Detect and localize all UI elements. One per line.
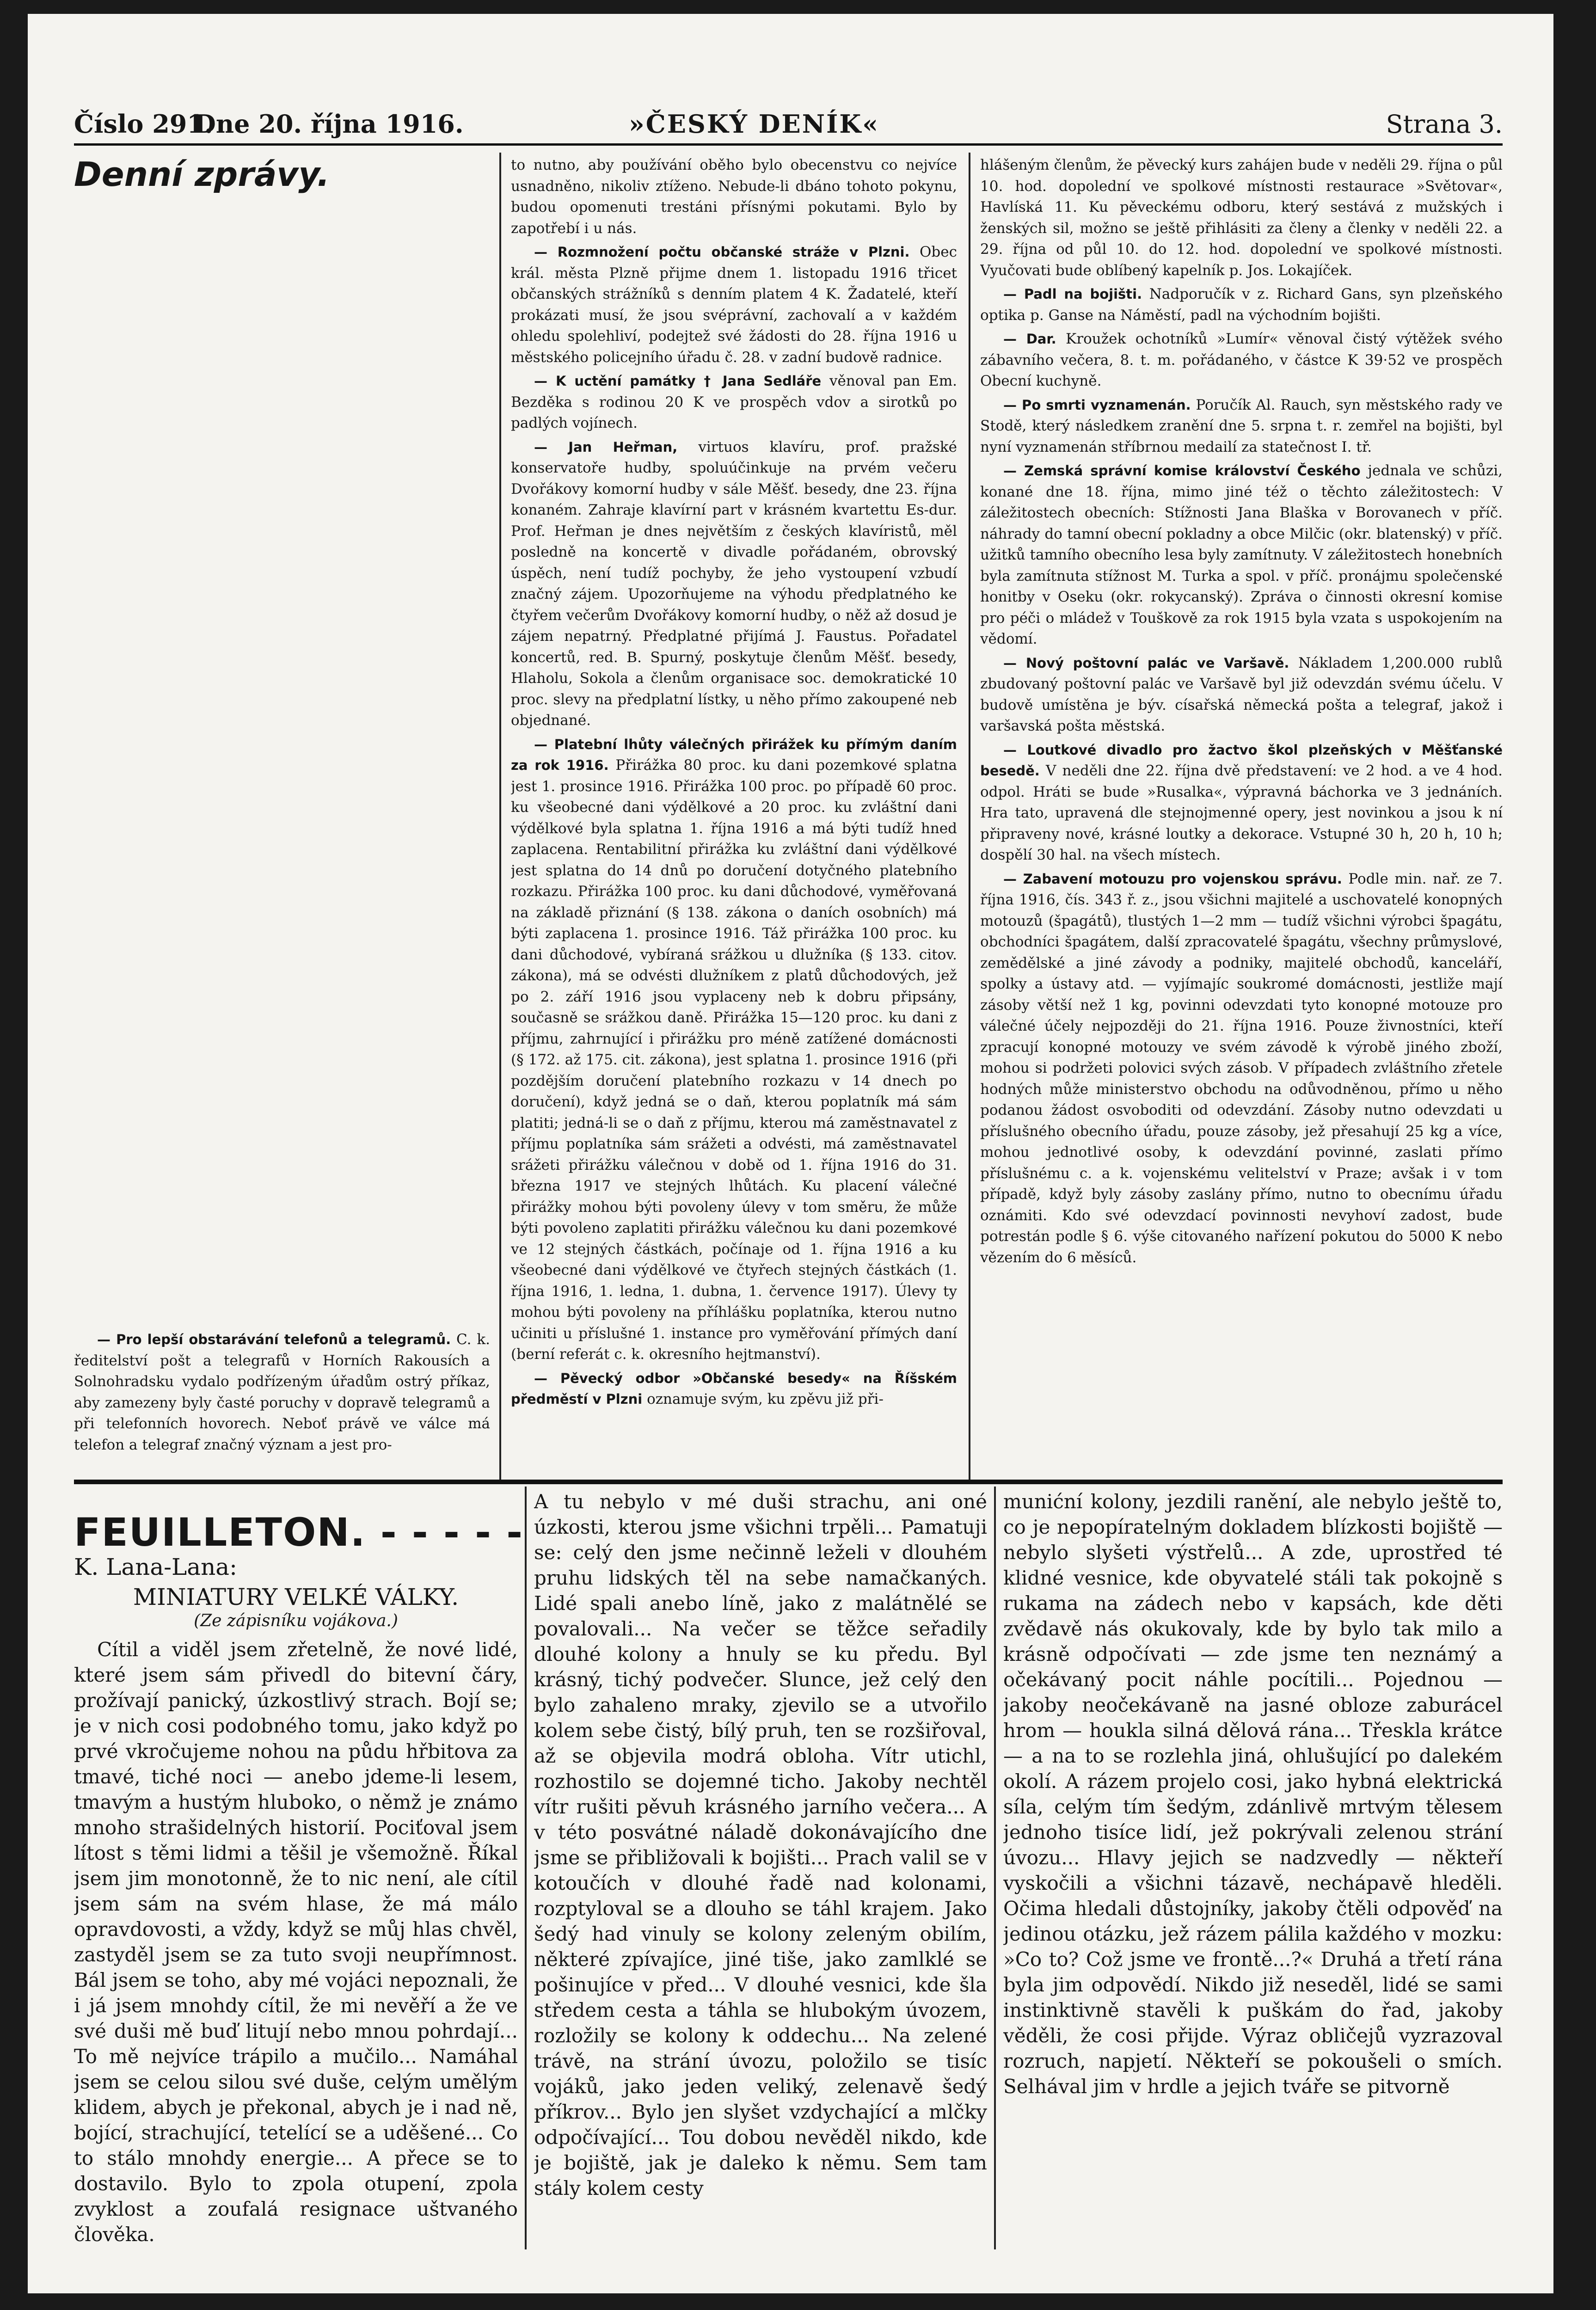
article-head: — Rozmnožení počtu občanské stráže v Plzni. xyxy=(534,244,910,260)
article-body: oznamuje svým, ku zpěvu již při- xyxy=(647,1391,884,1407)
article-head: — Jan Heřman, xyxy=(534,439,678,455)
column-rule xyxy=(994,1487,996,2249)
article-body: Podle min. nař. ze 7. října 1916, čís. 343 ř. z., jsou všichni majitelé a uschovatelé konopných motouzů (špagátů), tlustých 1—2 mm — tudíž všichni výrobci špagátu, obchodníci špagátem, další zpracovatelé špagátu, všechny průmyslové, zemědělské a jiné závody a podniky, majitelé obchodů, kanceláří, spolky a ústavy atd. — vyjímajíc soukromé domácnosti, jestliže mají zásoby větší než 1 kg, povinni odevzdati tyto konopné motouze pro válečné účely nejpozději do 21. října 1916. Pouze živnostníci, kteří zpracují konopné motouzy ve svém závodě k výrobě jiného zboží, mohou si podržeti polovici svých zásob. V případech zvláštního zřetele hodných může ministerstvo obchodu na odůvodněnou, přímo u něho podanou žádost osvoboditi od odevzdání. Zásoby nutno odevzdati u příslušného obecního úřadu, pouze zásoby, jež přesahují 25 kg a více, mohou jednotlivé osoby, k odevzdání povinné, zaslati přímo příslušnému c. a k. vojenskému velitelství v Praze; avšak i v tom případě, když byly zásoby zaslány přímo, nutno to obecnímu úřadu oznámiti. Kdo své odevzdací povinnosti nevyhoví zadost, bude potrestán podle § 6. výše citovaného nařízení pokutou do 5000 K nebo vězením do 6 měsíců. xyxy=(980,870,1503,1266)
newspaper-page xyxy=(28,14,1553,2293)
article-body: V neděli dne 22. října dvě představení: ve 2 hod. a ve 4 hod. odpol. Hráti se bude »Rusalka«, výpravná báchorka ve 3 jednáních. Hra tato, upravená dle stejnojmenné opery, jest novinkou a jsou k ní připraveny nové, krásné loutky a dekorace. Vstupné 30 h, 20 h, 10 h; dospělí 30 hal. na všech místech. xyxy=(980,762,1503,863)
feuilleton-column-3 xyxy=(1003,1489,1503,2252)
article-head: — Padl na bojišti. xyxy=(1003,286,1142,302)
newspaper-title: »ČESKÝ DENÍK« xyxy=(629,109,880,139)
article-body: věnoval pan Em. Bezděka s rodinou 20 K ve prospěch vdov a sirotků po padlých vojínech. xyxy=(511,373,957,431)
section-feuilleton-title: FEUILLETON. - - - - - xyxy=(74,1510,524,1555)
article-head: — Pro lepší obstarávání telefonů a telegramů. xyxy=(97,1332,451,1347)
article-head: — Zabavení motouzu pro vojenskou správu. xyxy=(1003,871,1342,887)
feuilleton-divider xyxy=(74,1480,1503,1484)
feuilleton-text: munićní kolony, jezdili ranění, ale nebylo ještě to, co je nepopíratelným dokladem blízkosti bojiště — nebylo slyšeti výstřelů... A zde, uprostřed té klidné vesnice, kde obyvatelé stáli tak pokojně s rukama na zádech nebo v kapsách, kde děti zvědavě nás okukovaly, kde by bylo tak milo a krásně odpočívati — zde jsme ten neznámý a očekávaný pocit náhle pocítili... Pojednou — jakoby neočekávaně na jasné obloze zaburácel hrom — houkla silná dělová rána... Třeskla krátce — a na to se rozlehla jiná, ohlušující po dalekém okolí. A rázem projelo cosi, jako hybná elektrická síla, celým tím šedým, zdánlivě mrtvým tělesem jednoho tisíce lidí, jež pokrývali zelenou strání úvozu... Hlavy jejich se nadzvedly — někteří vyskočili a všichni tázavě, nechápavě hleděli. Očima hledali důstojníky, jakoby čtěli odpověď na jedinou otázku, jež rázem pálila každého v mozku: »Co to? Což jsme ve frontě...?« Druhá a třetí rána byla jim odpovědí. Nikdo již neseděl, lidé se sami instinktivně stavěli k puškám do řad, jakoby věděli, že cosi přijde. Výraz obličejů vyzrazoval rozruch, napjetí. Někteří se pokoušeli o smích. Selhával jim v hrdle a jejich tváře se pitvorně xyxy=(1003,1490,1503,2098)
article-body: virtuos klavíru, prof. pražské konservatoře hudby, spoluúčinkuje na prvém večeru Dvořákovy komorní hudby v sále Měšť. besedy, dne 23. října konaném. Zahraje klavírní part v krásném kvartettu Es-dur. Prof. Heřman je dnes největším z českých klavíristů, měl posledně na koncertě v divadle pořádaném, obrovský úspěch, není tudíž pochyby, že jeho vystoupení vzbudí značný zájem. Upozorňujeme na výhodu předplatného ke čtyřem večerům Dvořákovy komorní hudby, o něž až dosud je zájem nepatrný. Předplatné přijímá J. Faustus. Pořadatel koncertů, red. B. Spurný, poskytuje členům Měšť. besedy, Hlaholu, Sokola a členům organisace soc. demokratické 10 proc. slevy na předplatní lístky, u něho přímo zakoupené neb objednané. xyxy=(511,438,957,729)
feuilleton-column-1 xyxy=(74,1637,518,2252)
article-body: Přirážka 80 proc. ku dani pozemkové splatna jest 1. prosince 1916. Přirážka 100 proc. po případě 60 proc. ku všeobecné dani výdělkové a 20 proc. ku zvláštní dani výdělkové byla splatna 1. října 1916 a má býti tudíž hned zaplacena. Rentabilitní přirážka ku zvláštní dani výdělkové jest splatna do 14 dnů po doručení dotyčného platebního rozkazu. Přirážka 100 proc. ku dani důchodové, vyměřovaná na základě přiznání (§ 138. zákona o daních osobních) má býti zaplacena 1. prosince 1916. Táž přirážka 100 proc. ku dani důchodové, vybíraná srážkou u dlužníka (§ 133. citov. zákona), má se odvésti dlužníkem z platů důchodových, jež po 2. září 1916 jsou vyplaceny neb k dobru připsány, současně se srážkou daně. Přirážka 15—120 proc. ku dani z příjmu, zahrnující i přirážku pro méně zatížené domácnosti (§ 172. až 175. cit. zákona), jest splatna 1. prosince 1916 (při pozdějším doručení platebního rozkazu v 14 dnech po doručení), když jedná se o daň, kterou poplatník má sám platiti; jedná-li se o daň z příjmu, kterou má zaměstnavatel z příjmu poplatníka sám srážeti a odvésti, má zaměstnavatel srážeti přirážku válečnou v době od 1. října 1916 do 31. března 1917 ve stejných lhůtách. Ku placení válečné přirážky mohou býti povoleny úlevy v tom směru, že může býti povoleno zaplatiti přirážku válečnou ku dani pozemkové ve 12 stejných částkách, počínaje od 1. října 1916 a ku všeobecné dani výdělkové ve čtyřech stejných částkách (1. října 1916, 1. ledna, 1. dubna, 1. července 1917). Úlevy ty mohou býti povoleny na příhlášku poplatníka, kterou nutno učiniti u příslušné 1. instance pro vyměřování přímých daní (berní referát c. k. okresního hejtmanství). xyxy=(511,757,957,1363)
article-head: — Po smrti vyznamenán. xyxy=(1003,397,1191,413)
article-head: — Nový poštovní palác ve Varšavě. xyxy=(1003,655,1289,671)
article-head: — Dar. xyxy=(1003,331,1056,347)
feuilleton-author: K. Lana-Lana: xyxy=(74,1554,237,1580)
article-head: — K uctění památky † Jana Sedláře xyxy=(534,373,822,389)
feuilleton-text: A tu nebylo v mé duši strachu, ani oné úzkosti, kterou jsme všichni trpěli... Pamatuji se: celý den jsme nečinně leželi v dlouhém pruhu lidských těl na sebe namačkaných. Lidé spali anebo líně, jako z malátnělé se povalovali... Na večer se těžce seřadily dlouhé kolony a hnuly se ku předu. Byl krásný, tichý podvečer. Slunce, jež celý den bylo zahaleno mraky, zjevilo se a utvořilo kolem sebe čistý, bílý pruh, ten se rozšiřoval, až se objevila modrá obloha. Vítr utichl, rozhostilo se dojemné ticho. Jakoby nechtěl vítr rušiti pěvuh krásného jarního večera... A v této posvátné náladě dokonávajícího dne jsme se přibližovali k bojišti... Prach valil se v kotoučích v dlouhé řadě nad kolonami, rozptyloval se a dlouho se táhl krajem. Jako šedý had vinuly se kolony zeleným obilím, některé zpívajíce, jiné tiše, jako zamlklé se pošinujíce v před... V dlouhé vesnici, kde šla středem cesta a táhla se hlubokým úvozem, rozložily se kolony k oddechu... Na zelené trávě, na strání úvozu, položilo se tisíc vojáků, jako jeden veliký, zelenavě šedý příkrov... Bylo jen slyšet vzdychající a mlčky odpočívající... Tou dobou nevěděl nikdo, kde je bojiště, jak je daleko k němu. Sem tam stály kolem cesty xyxy=(534,1490,987,2199)
article-body: Nadporučík v z. Richard Gans, syn plzeňského optika p. Ganse na Náměstí, padl na východním bojišti. xyxy=(980,286,1503,324)
feuilleton-subtitle: (Ze zápisníku vojákova.) xyxy=(194,1611,398,1630)
article-body: Kroužek ochotníků »Lumír« věnoval čistý výtěžek svého zábavního večera, 8. t. m. pořádaného, v částce K 39·52 ve prospěch Obecní kuchyně. xyxy=(980,331,1503,389)
article-body: Obec král. města Plzně přijme dnem 1. listopadu 1916 třicet občanských strážníků s denním platem 4 K. Žadatelé, kteří prokázati musí, že jsou svéprávní, zachovalí a v každém ohledu spolehliví, podejtež své žádosti do 28. října 1916 u městského policejního úřadu č. 28. v zadní budově radnice. xyxy=(511,244,957,366)
article-head: — Platební lhůty válečných přirážek ku přímým daním za rok 1916. xyxy=(511,736,957,773)
feuilleton-text: Cítil a viděl jsem zřetelně, že nové lidé, které jsem sám přivedl do bitevní čáry, prožívají panický, úzkostlivý strach. Bojí se; je v nich cosi podobného tomu, jako když po prvé vkročujeme nohou na půdu hřbitova za tmavé, tiché noci — anebo jdeme-li lesem, tmavým a hustým hluboko, o němž je známo mnoho strašidelných historií. Pociťoval jsem lítost s těmi lidmi a těšil je všemožně. Říkal jsem jim monotonně, že to nic není, ale cítil jsem sám na svém hlase, že má málo opravdovosti, a vždy, když se můj hlas chvěl, zastyděl jsem se za tuto svoji neupřímnost. Bál jsem se toho, aby mé vojáci nepoznali, že i já jsem mnohdy cítil, že mi nevěří a že ve své duši mě buď litují nebo mnou pohrdají... To mě nejvíce trápilo a mučilo... Namáhal jsem se celou silou své duše, celým umělým klidem, abych je překonal, abych je i nad ně, bojící, strachující, tetelící se a uděšené... Co to stálo mnohdy energie... A přece se to dostavilo. Bylo to zpola otupení, zpola zvyklost a zoufalá resignace uštvaného člověka. xyxy=(74,1638,518,2246)
column-rule xyxy=(525,1487,527,2249)
article-head: — Zemská správní komise království Českého xyxy=(1003,463,1361,479)
page-header xyxy=(74,106,1503,146)
article-body: hlášeným členům, že pěvecký kurs zahájen bude v neděli 29. října o půl 10. hod. dopolední ve spolkové místnosti restaurace »Světovar«, Havlíská 11. Ku pěveckému odboru, který sestává z mužských i ženských sil, možno se ještě přihlásiti za členy a členky v neděli 22. a 29. října od půl 10. do 12. hod. dopolední ve spolkové místnosti. Vyučovati bude oblíbený kapelník p. Jos. Lokajíček. xyxy=(980,157,1503,279)
column-rule xyxy=(499,153,501,1480)
page-number: Strana 3. xyxy=(1386,110,1503,139)
article-body: C. k. ředitelství pošt a telegrafů v Horních Rakousích a Solnohradsku vydalo podřízeným úřadům ostrý příkaz, aby zamezeny byly časté poruchy v dopravě telegramů a při telefonních hovorech. Neboť právě ve válce má telefon a telegraf značný význam a jest pro- xyxy=(74,1331,490,1453)
column-rule xyxy=(969,153,970,1480)
article-body: to nutno, aby používání oběho bylo obecenstvu co nejvíce usnadněno, nikoliv ztíženo. Nebude-li dbáno tohoto pokynu, budou opomenuti trestáni přísnými pokutami. Bylo by zapotřebí i u nás. xyxy=(511,157,957,237)
section-daily-news-title: Denní zprávy. xyxy=(74,155,330,194)
issue-date: Dne 20. října 1916. xyxy=(194,109,464,139)
feuilleton-title: MINIATURY VELKÉ VÁLKY. xyxy=(133,1584,459,1610)
issue-number: Číslo 291. xyxy=(74,109,213,139)
article-body: Nákladem 1,200.000 rublů zbudovaný poštovní palác ve Varšavě byl již odevzdán svému účelu. V budově umístěna je býv. císařská německá pošta a telegraf, jakož i varšavská pošta městská. xyxy=(980,654,1503,734)
article-telephone xyxy=(74,1329,490,1477)
article-body: Poručík Al. Rauch, syn městského rady ve Stodě, který následkem zranění dne 5. srpna t. r. zemřel na bojišti, byl nyní vyznamenán stříbrnou medailí za statečnost I. tř. xyxy=(980,396,1503,455)
article-head: — Loutkové divadlo pro žactvo škol plzeňských v Měšťanské besedě. xyxy=(980,742,1503,779)
article-body: jednala ve schůzi, konané dne 18. října, mimo jiné též o těchto záležitostech: V záležitostech obecních: Stížnosti Jana Blaška v Borovanech v příč. náhrady do tamní obecní pokladny a obce Milčic (okr. blatenský) v příč. užitků tamního obecního lesa byly zamítnuty. V záležitostech honebních byla zamítnuta stížnost M. Turka a spol. v příč. pronájmu společenské honitby v Oseku (okr. rokycanský). Zpráva o činnosti okresní komise pro péči o mládež v Touškově za rok 1915 byla vzata s uspokojením na vědomí. xyxy=(980,462,1503,647)
news-column-3 xyxy=(980,155,1503,1477)
article-head: — Pěvecký odbor »Občanské besedy« na Říšském předměstí v Plzni xyxy=(511,1370,957,1407)
feuilleton-column-2 xyxy=(534,1489,987,2252)
news-column-2 xyxy=(511,155,957,1477)
